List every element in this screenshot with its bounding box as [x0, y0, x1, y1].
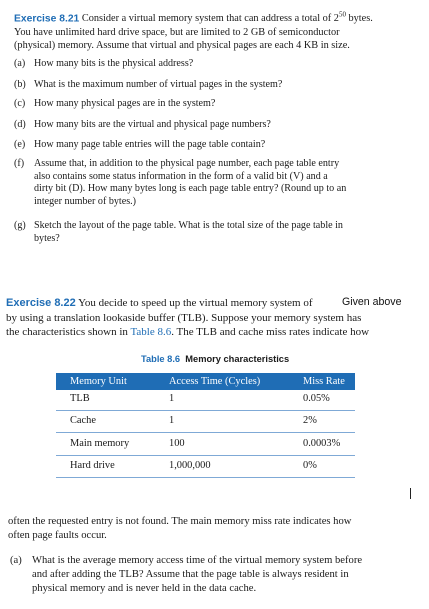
- row-divider: [56, 455, 355, 456]
- header-miss-rate: Miss Rate: [303, 376, 345, 387]
- table-8-6-link[interactable]: Table 8.6: [130, 326, 172, 338]
- header-memory-unit: Memory Unit: [70, 376, 127, 387]
- table-number: Table 8.6: [141, 354, 181, 364]
- row-divider: [56, 410, 355, 411]
- table-bottom-rule: [56, 477, 355, 478]
- intro-line-1: Consider a virtual memory system that can address a total of $2^{50}$ bytes.: [81, 11, 373, 25]
- header-access-time: Access Time (Cycles): [169, 376, 261, 387]
- table-title: [141, 354, 289, 364]
- exercise-8-21-label: Exercise 8.21: [14, 13, 80, 25]
- question-8-21-b: (b) What is the maximum number of virtual pages in the system?: [14, 79, 283, 90]
- question-8-21-g: (g) Sketch the layout of the page table. What is the total size of the page table in bytes?: [14, 220, 343, 244]
- question-8-21-e: (e) How many page table entries will the page table contain?: [14, 139, 266, 150]
- intro-line-2: You have unlimited hard drive space, but are limited to 2 GB of semiconductor: [14, 26, 340, 38]
- table-header-row: [56, 373, 355, 390]
- handwritten-note: Given above: [342, 296, 402, 308]
- exercise-8-22-continuation: [8, 515, 420, 543]
- question-8-21-c: (c) How many physical pages are in the system?: [14, 98, 216, 109]
- text-cursor: [410, 488, 411, 499]
- continuation-line-1: often the requested entry is not found. The main memory miss rate indicates how: [8, 516, 352, 527]
- question-8-22-a-label: (a): [10, 555, 22, 566]
- exercise-8-22-line-2: by using a translation lookaside buffer (TLB). Suppose your memory system has: [6, 311, 362, 324]
- exercise-8-22-line-3: the characteristics shown in Table 8.6. The TLB and cache miss rates indicate how: [6, 326, 370, 338]
- exercise-8-22-line-1: You decide to speed up the virtual memory system of: [78, 297, 313, 309]
- question-8-21-d: (d) How many bits are the virtual and physical page numbers?: [14, 119, 271, 130]
- question-8-22-a-text: What is the average memory access time of the virtual memory system before and after adding the TLB? Assume that the page table is always resident in physical memory and is never held in the data cache.: [32, 555, 363, 594]
- continuation-line-2: often page faults occur.: [8, 530, 107, 541]
- row-divider: [56, 432, 355, 433]
- table-name: Memory characteristics: [185, 354, 290, 364]
- intro-line-3: (physical) memory. Assume that virtual and physical pages are each 4 KB in size.: [14, 40, 350, 52]
- exercise-8-22-label: Exercise 8.22: [6, 297, 76, 309]
- exercise-8-21-intro: [14, 9, 419, 53]
- question-8-21-f: (f) Assume that, in addition to the physical page number, each page table entry also contains some status information in the form of a valid bit (V) and a dirty bit (D). How many bytes long is each page table entry? (Round up to an integer number of bytes.): [14, 158, 347, 207]
- question-8-21-a: (a) How many bits is the physical address?: [14, 58, 194, 69]
